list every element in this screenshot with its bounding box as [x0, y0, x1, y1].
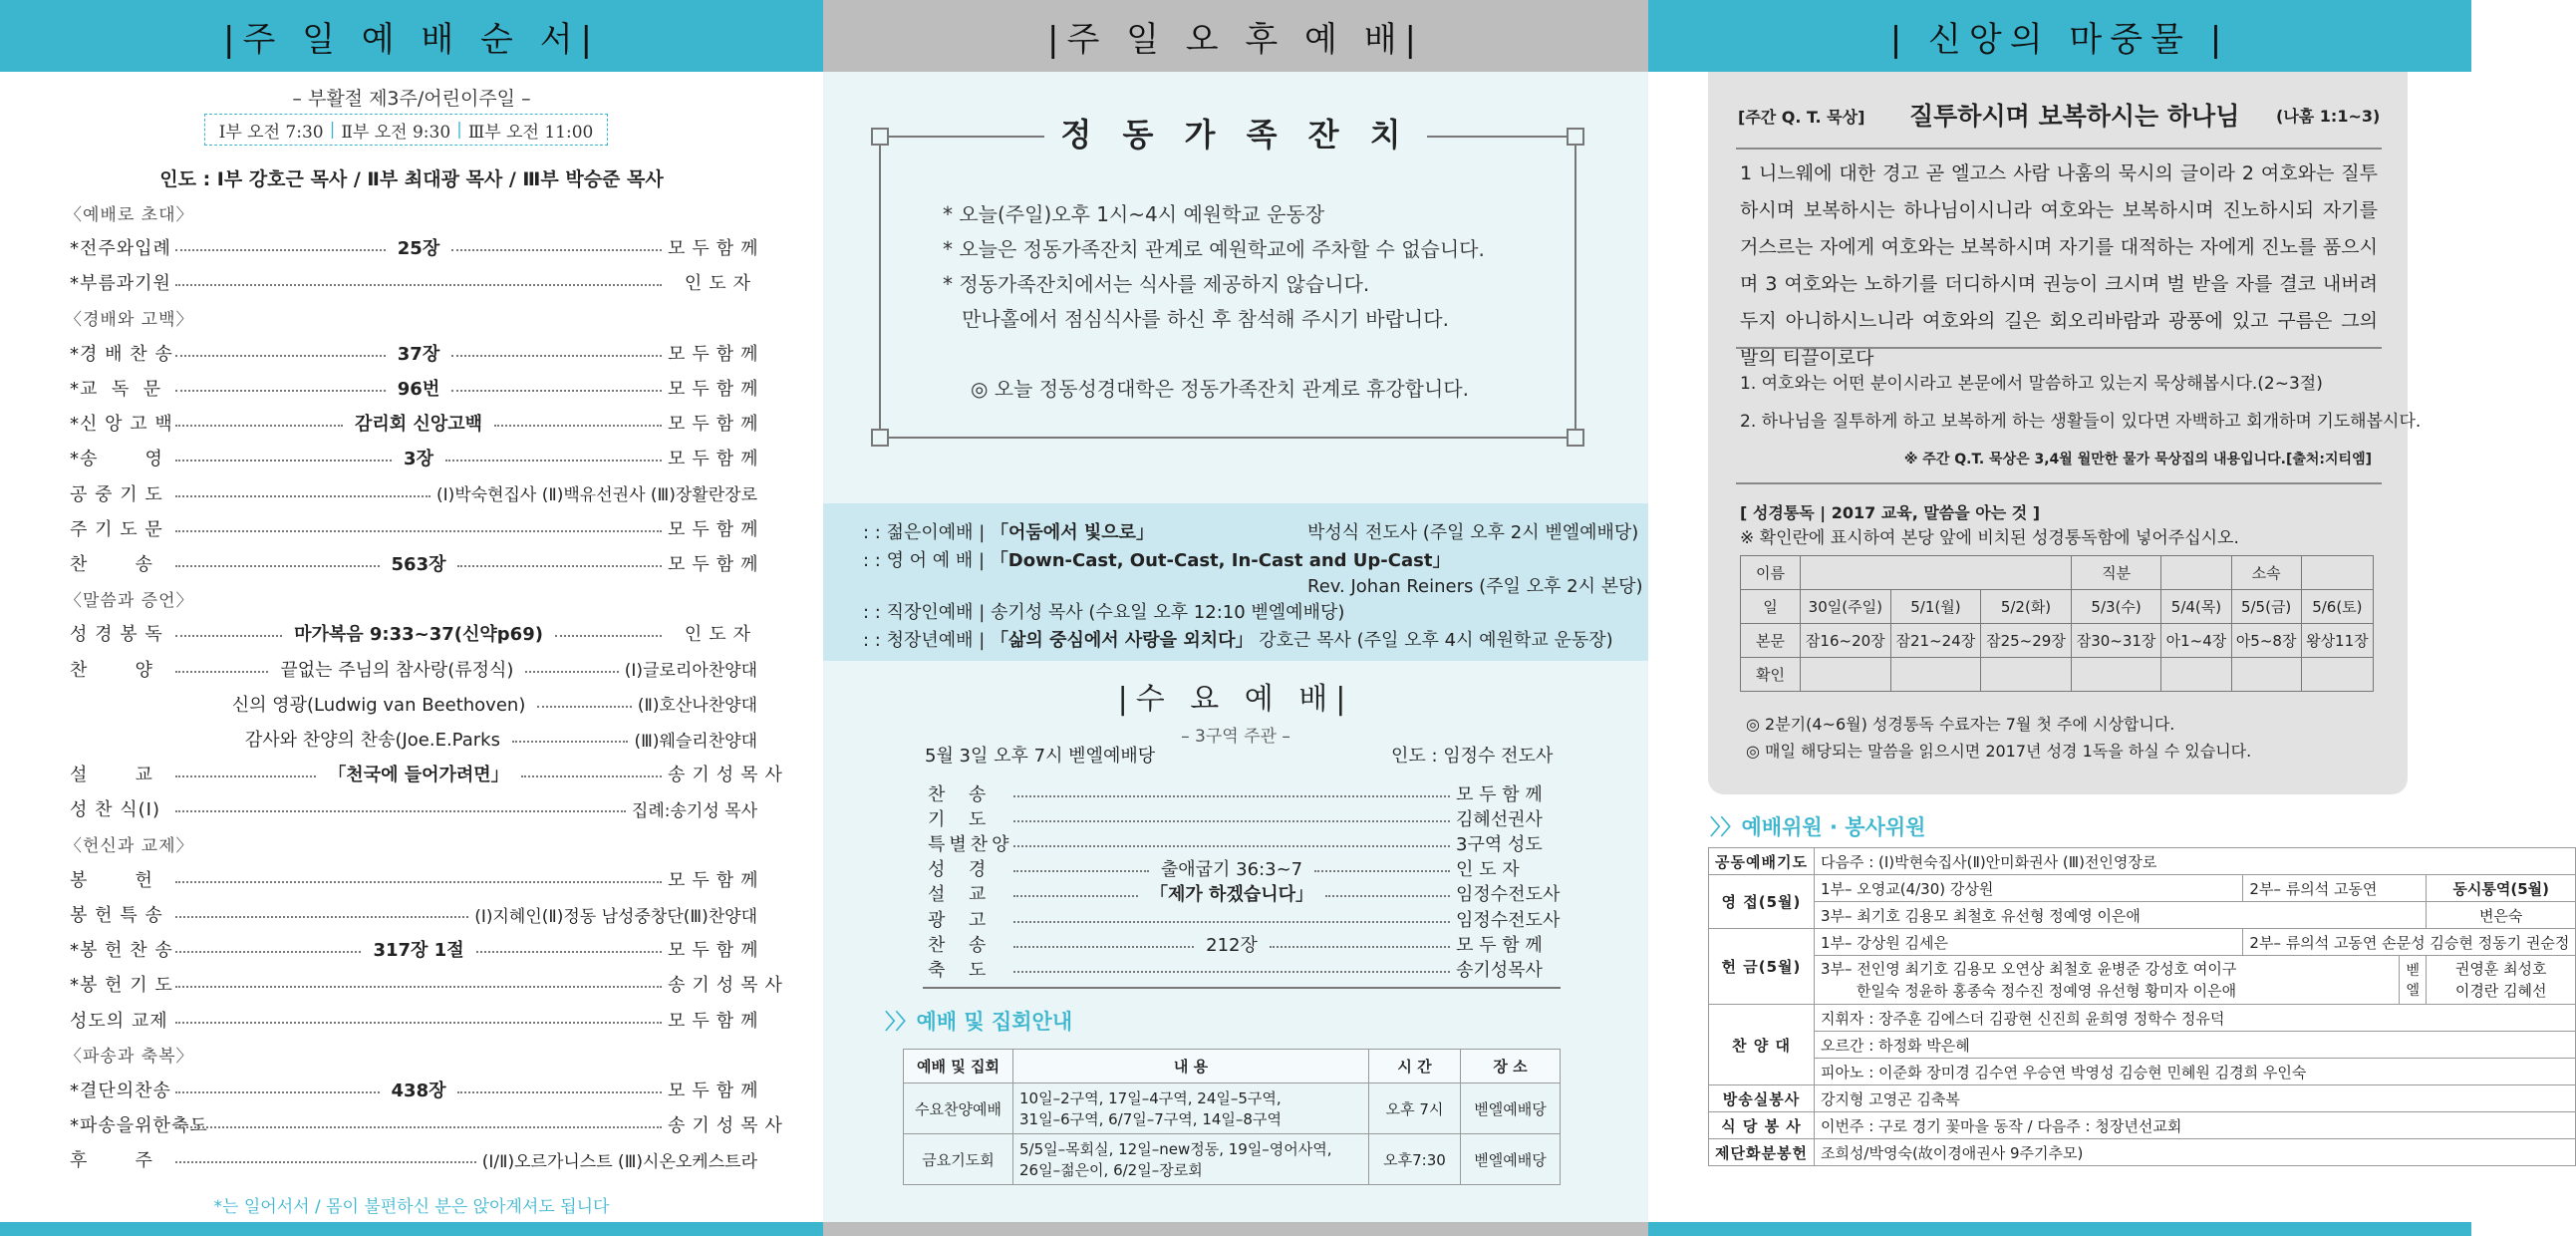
table-row: 헌 금(5월) 1부– 강상원 김세은 2부– 류의석 고동연 손문성 김승현 정동기 권순정 [1709, 929, 2576, 956]
service-times: Ⅰ부 오전 7:30 | Ⅱ부 오전 9:30 | Ⅲ부 오전 11:00 [204, 114, 608, 146]
table-row: 찬 양 대 지휘자 : 장주훈 김에스더 김광현 신진희 윤희영 정학수 정유덕 [1709, 1005, 2576, 1032]
service-time-2: Ⅱ부 오전 9:30 [341, 122, 451, 143]
festival-line: * 정동가족잔치에서는 식사를 제공하지 않습니다. [943, 272, 1370, 296]
order-item [70, 899, 757, 929]
order-item-person: 인도자 [684, 273, 757, 295]
order-item [70, 408, 765, 438]
reading-check-box[interactable] [2161, 658, 2231, 692]
table-row: 방송실봉사 강지형 고영곤 김축복 [1709, 1085, 2576, 1112]
english-service-info: Rev. Johan Reiners (주일 오후 2시 본당) [1307, 576, 1643, 597]
table-row: 영 접(5월) 1부– 오영교(4/30) 강상원 2부– 류의석 고동연 동시통역(5월) [1709, 875, 2576, 902]
divider [1736, 148, 2382, 150]
qt-reference: (나훔 1:1~3) [2276, 107, 2381, 126]
reading-text: 아5~8장 [2231, 624, 2301, 658]
order-item [70, 864, 765, 894]
order-section-heading [65, 583, 752, 613]
worship-subtitle: – 부활절 제3주/어린이주일 – [292, 88, 531, 110]
standing-note: *는 일어서서 / 몸이 불편하신 분은 앉아계셔도 됩니다 [213, 1197, 610, 1217]
qt-question-1: 1. 여호와는 어떤 분이시라고 본문에서 말씀하고 있는지 묵상해봅시다.(2~3절) [1740, 374, 2323, 394]
afternoon-worship-header: |주 일 오 후 예 배| [823, 0, 1648, 72]
footer-bar [1648, 1222, 2471, 1236]
reading-check-box[interactable] [1801, 658, 1891, 692]
table-row: 공동예배기도 다음주 : (Ⅰ)박현숙집사(Ⅱ)안미화권사 (Ⅲ)전인영장로 [1709, 848, 2576, 875]
order-item [70, 548, 765, 578]
table-header: 장 소 [1461, 1050, 1561, 1083]
table-header: 예배 및 집회 [904, 1050, 1013, 1083]
name-field[interactable] [1801, 556, 2072, 590]
wednesday-order-item: 축 도 송기성목사 [928, 959, 1543, 981]
reading-check-box[interactable] [2071, 658, 2161, 692]
table-row: 수요찬양예배 10일–2구역, 17일–4구역, 24일–5구역, 31일–6구역, 6/7일–7구역, 14일–8구역 오후 7시 벧엘예배당 [904, 1083, 1561, 1134]
order-item-person: 송기성목사 [668, 975, 789, 997]
order-section-heading [65, 303, 752, 333]
english-service: : : 영 어 예 배 | 「Down-Cast, Out-Cast, In-Cast and Up-Cast」 [863, 550, 1451, 571]
order-item-person: 모두함께 [668, 940, 765, 962]
order-item-person: (Ⅰ/Ⅱ)오르가니스트 (Ⅲ)시온오케스트라 [481, 1151, 757, 1172]
qt-title: 질투하시며 보복하시는 하나님 [1909, 102, 2240, 131]
reading-day: 5/4(목) [2161, 590, 2231, 624]
order-section-heading [65, 1040, 752, 1070]
order-item-label: *파송을위한축도 [70, 1115, 208, 1137]
order-item-label: 봉 헌 특 송 [70, 905, 163, 926]
order-item-person: 인도자 [684, 624, 758, 646]
order-item-person: (Ⅱ)호산나찬양대 [637, 696, 757, 717]
order-item-label: *경 배 찬 송 [70, 343, 173, 365]
order-item [70, 793, 757, 823]
faith-column [1648, 0, 2570, 1236]
order-item-content: 438장 [391, 1081, 446, 1101]
order-of-worship-header: |주 일 예 배 순 서| [0, 0, 823, 72]
order-item-person: (Ⅰ)지혜인(Ⅱ)정동 남성중창단(Ⅲ)찬양대 [474, 906, 757, 927]
order-of-worship-column [0, 0, 823, 1236]
order-item-person: (Ⅰ)박숙현집사 (Ⅱ)백유선권사 (Ⅲ)장활란장로 [435, 485, 757, 506]
footer-bar [0, 1222, 823, 1236]
order-item-person: 송기성목사 [668, 1115, 789, 1137]
workers-service: : : 직장인예배 | 송기성 목사 (수요일 오후 12:10 벧엘예배당) [863, 602, 1345, 623]
wednesday-order-item: 특별찬양 3구역 성도 [928, 833, 1543, 855]
wednesday-leader: 인도 : 임정수 전도사 [1391, 746, 1554, 767]
order-item-person: 모두함께 [668, 449, 765, 470]
order-item-content: 563장 [391, 554, 446, 575]
table-row: 금요기도회 5/5일–목회실, 12일–new정동, 19일–영어사역, 26일–젊은이, 6/2일–장로회 오후7:30 벧엘예배당 [904, 1134, 1561, 1185]
order-item-label: *부름과기원 [70, 273, 171, 295]
volunteers-table [1708, 847, 2576, 1166]
order-item-content: 끝없는 주님의 참사랑(류정식) [280, 659, 514, 681]
order-item-label: 설 교 [70, 765, 153, 786]
reading-text: 왕상11장 [2301, 624, 2373, 658]
wednesday-order-item: 찬 송 모 두 함 께 [928, 783, 1543, 805]
wednesday-time: 5월 3일 오후 7시 벧엘예배당 [925, 746, 1156, 767]
order-item-content: 감사와 찬양의 찬송(Joe.E.Parks [244, 730, 500, 751]
volunteers-title: 〉〉예배위원 · 봉사위원 [1710, 815, 1926, 839]
festival-line: * 오늘은 정동가족잔치 관계로 예원학교에 주차할 수 없습니다. [943, 237, 1485, 261]
table-header: 시 간 [1369, 1050, 1461, 1083]
bible-reading-title: [ 성경통독 | 2017 교육, 말씀을 아는 것 ] [1740, 503, 2041, 522]
meetings-guide-title: 〉〉예배 및 집회안내 [885, 1010, 1073, 1034]
order-item [70, 1075, 765, 1104]
bible-reading-instruction: ※ 확인란에 표시하여 본당 앞에 비치된 성경통독함에 넣어주십시오. [1740, 528, 2239, 548]
order-item-content: 신의 영광(Ludwig van Beethoven) [231, 694, 526, 716]
reading-check-box[interactable] [2301, 658, 2373, 692]
table-row: 3부– 최기호 김용모 최철호 유선형 정예영 이은애 변은숙 [1709, 902, 2576, 929]
order-item-content: 317장 1절 [373, 940, 464, 962]
qt-scripture: 1 니느웨에 대한 경고 곧 엘고스 사람 나훔의 묵시의 글이라 2 여호와는 질투하시며 보복하시는 하나님이시니라 여호와는 보복하시며 진노하시되 자기를 거스르는 자에게 여호와는 보복하시며 자기를 대적하는 자에게 진노를 품으시며 3 여호와는 노하기를 더디하시며 권능이 크시며 벌 받을 자를 결코 내버려두지 아니하시느니라 여호와의 길은 회오리바람과 광풍에 있고 구름은 그의 발의 티끌이로다 [1740, 162, 2378, 369]
youth-service-info: 박성식 전도사 (주일 오후 2시 벧엘예배당) [1307, 522, 1639, 543]
order-item-label: 후 주 [70, 1150, 153, 1172]
reading-day: 5/6(토) [2301, 590, 2373, 624]
order-item-person: 모두함께 [668, 869, 765, 891]
order-item [70, 689, 757, 719]
wednesday-worship-title: |수 요 예 배| [1117, 682, 1354, 717]
order-item-label: 〈예배로 초대〉 [65, 204, 194, 225]
order-item-label: *전주와입례 [70, 238, 171, 260]
order-item [70, 724, 757, 754]
order-item-label: *봉 헌 찬 송 [70, 940, 173, 962]
table-row: 3부– 전인영 최기호 김용모 오연상 최철호 윤병준 강성호 여이구 한일숙 정윤하 홍종숙 정수진 정예영 유선형 황미자 이은애 벧엘 권영훈 최성호 이경란 김혜선 [1709, 956, 2576, 1005]
order-item-person: 모두함께 [668, 238, 765, 260]
service-time-1: Ⅰ부 오전 7:30 [218, 122, 324, 143]
order-item-person: 모두함께 [668, 1081, 765, 1101]
order-item [70, 969, 789, 999]
order-item-label: *신 앙 고 백 [70, 414, 173, 436]
order-item-label: 〈말씀과 증언〉 [65, 590, 194, 611]
order-item-label: 성 경 봉 독 [70, 624, 163, 646]
order-item-person: 모두함께 [668, 343, 765, 365]
order-section-heading [65, 829, 752, 859]
order-item-label: *봉 헌 기 도 [70, 975, 173, 997]
order-item [70, 373, 765, 403]
order-item [70, 759, 789, 788]
order-item [70, 478, 757, 508]
order-item [70, 513, 765, 543]
order-item-label: 성도의 교제 [70, 1010, 168, 1032]
family-festival-title: 정 동 가 족 잔 치 [823, 110, 1648, 155]
order-item [70, 1109, 789, 1139]
group-field[interactable] [2301, 556, 2373, 590]
qt-source-note: ※ 주간 Q.T. 묵상은 3,4월 월만한 물가 묵상집의 내용입니다.[출처:지티엠] [1903, 452, 2372, 467]
order-item [70, 267, 757, 297]
reading-text: 잠16~20장 [1801, 624, 1891, 658]
order-item-label: 봉 헌 [70, 869, 153, 891]
order-item [70, 232, 765, 262]
order-item-label: 공 중 기 도 [70, 483, 163, 505]
reading-check-box[interactable] [1890, 658, 1981, 692]
order-item-person: 모두함께 [668, 414, 765, 436]
reading-day: 5/5(금) [2231, 590, 2301, 624]
reading-day: 5/3(수) [2071, 590, 2161, 624]
adults-service: : : 청장년예배 | 「삶의 중심에서 사랑을 외치다」 강호근 목사 (주일 오후 4시 예원학교 운동장) [863, 630, 1613, 651]
order-item-content: 마가복음 9:33~37(신약p69) [294, 624, 543, 646]
meetings-table [903, 1049, 1561, 1185]
order-item-person: 모두함께 [668, 1010, 765, 1032]
wednesday-host: – 3구역 주관 – [1181, 727, 1290, 747]
reading-day: 30일(주일) [1801, 590, 1891, 624]
reading-text: 아1~4장 [2161, 624, 2231, 658]
order-item-content: 25장 [397, 238, 440, 260]
order-item-person: 송기성목사 [668, 765, 789, 786]
divider [1736, 482, 2382, 484]
order-item-label: *송 영 [70, 449, 163, 470]
service-leaders: 인도 : Ⅰ부 강호근 목사 / Ⅱ부 최대광 목사 / Ⅲ부 박승준 목사 [159, 168, 664, 190]
order-item-person: 집례:송기성 목사 [631, 800, 757, 821]
order-item [70, 338, 765, 368]
order-item [70, 1144, 757, 1174]
reading-check-box[interactable] [1981, 658, 2072, 692]
bible-reading-table: 이름 직분 소속 일 30일(주일) 5/1(월) 5/2(화) 5/3(수) 5/4(목) 5/5(금) 5/6(토) 본문 잠16~20장 잠21~24장 잠25~29장 잠30~31장 아1~4장 아5~8장 왕상11장 확인 [1740, 555, 2374, 692]
wednesday-order-item: 찬 송 212장 모 두 함 께 [928, 934, 1543, 956]
divider [1736, 347, 2382, 349]
table-row: 제단화분봉헌 조희성/박영숙(故이경애권사 9주기추모) [1709, 1139, 2576, 1166]
order-item-label: 주 기 도 문 [70, 518, 163, 540]
order-item-label: 성 찬 식(Ⅰ) [70, 799, 160, 821]
wednesday-order-item: 기 도 김혜선권사 [928, 808, 1543, 830]
order-item-label: 찬 송 [70, 554, 153, 575]
youth-service: : : 젊은이예배 | 「어둠에서 빛으로」 [863, 522, 1155, 543]
table-row: 피아노 : 이준화 장미경 김수연 우승연 박영성 김승현 민혜원 김경희 우인숙 [1709, 1059, 2576, 1085]
bible-note-1: ◎ 2분기(4~6월) 성경통독 수료자는 7월 첫 주에 시상합니다. [1746, 715, 2175, 734]
order-item-person: 모두함께 [668, 379, 765, 400]
divider [923, 987, 1561, 989]
order-item-label: 〈파송과 축복〉 [65, 1047, 194, 1068]
order-item [70, 654, 757, 684]
afternoon-worship-column [823, 0, 1648, 1236]
wednesday-order-item: 광 고 임정수전도사 [928, 909, 1561, 931]
table-row: 식 당 봉 사 이번주 : 구로 경기 꽃마을 동작 / 다음주 : 청장년선교회 [1709, 1112, 2576, 1139]
order-item [70, 934, 765, 964]
order-item-content: 37장 [397, 343, 440, 365]
qt-question-2: 2. 하나님을 질투하게 하고 보복하게 하는 생활들이 있다면 자백하고 회개하며 기도해봅시다. [1740, 412, 2422, 432]
order-item-content: 「천국에 들어가려면」 [328, 765, 509, 786]
order-item-label: *결단의찬송 [70, 1081, 171, 1101]
order-item-person: (Ⅰ)글로리아찬양대 [624, 661, 758, 682]
order-item-content: 감리회 신앙고백 [355, 414, 482, 436]
order-item-content: 3장 [404, 449, 433, 470]
order-section-heading [65, 197, 752, 227]
festival-line: * 오늘(주일)오후 1시~4시 예원학교 운동장 [943, 202, 1325, 226]
footer-bar [823, 1222, 1648, 1236]
reading-text: 잠25~29장 [1981, 624, 2072, 658]
wednesday-order-item: 설 교 「제가 하겠습니다」 임정수전도사 [928, 884, 1561, 906]
wednesday-order-item: 성 경 출애굽기 36:3~7 인 도 자 [928, 859, 1520, 881]
order-item [70, 443, 765, 472]
reading-check-box[interactable] [2231, 658, 2301, 692]
reading-text: 잠21~24장 [1890, 624, 1981, 658]
order-item-person: 모두함께 [668, 554, 765, 575]
table-header: 내 용 [1013, 1050, 1369, 1083]
reading-day: 5/1(월) [1890, 590, 1981, 624]
qt-tag: [주간 Q. T. 묵상] [1738, 108, 1865, 127]
service-time-3: Ⅲ부 오전 11:00 [467, 122, 594, 143]
order-item-person: (Ⅲ)웨슬리찬양대 [634, 731, 757, 752]
order-item-label: 〈헌신과 교제〉 [65, 836, 194, 857]
order-item [70, 1005, 765, 1035]
bible-note-2: ◎ 매일 해당되는 말씀을 읽으시면 2017년 성경 1독을 하실 수 있습니다. [1746, 742, 2252, 761]
order-item-content: 96번 [397, 379, 440, 400]
festival-line: ◎ 오늘 정동성경대학은 정동가족잔치 관계로 휴강합니다. [971, 377, 1469, 401]
reading-text: 잠30~31장 [2071, 624, 2161, 658]
order-item-person: 모두함께 [668, 518, 765, 540]
order-item-label: 찬 양 [70, 659, 153, 681]
order-item-label: 〈경배와 고백〉 [65, 310, 194, 331]
faith-header: | 신앙의 마중물 | [1648, 0, 2471, 72]
table-row: 오르간 : 하정화 박은혜 [1709, 1032, 2576, 1059]
festival-line: 만나홀에서 점심식사를 하신 후 참석해 주시기 바랍니다. [943, 307, 1449, 331]
reading-day: 5/2(화) [1981, 590, 2072, 624]
role-field[interactable] [2161, 556, 2231, 590]
order-item [70, 618, 757, 648]
order-item-label: *교 독 문 [70, 379, 162, 400]
